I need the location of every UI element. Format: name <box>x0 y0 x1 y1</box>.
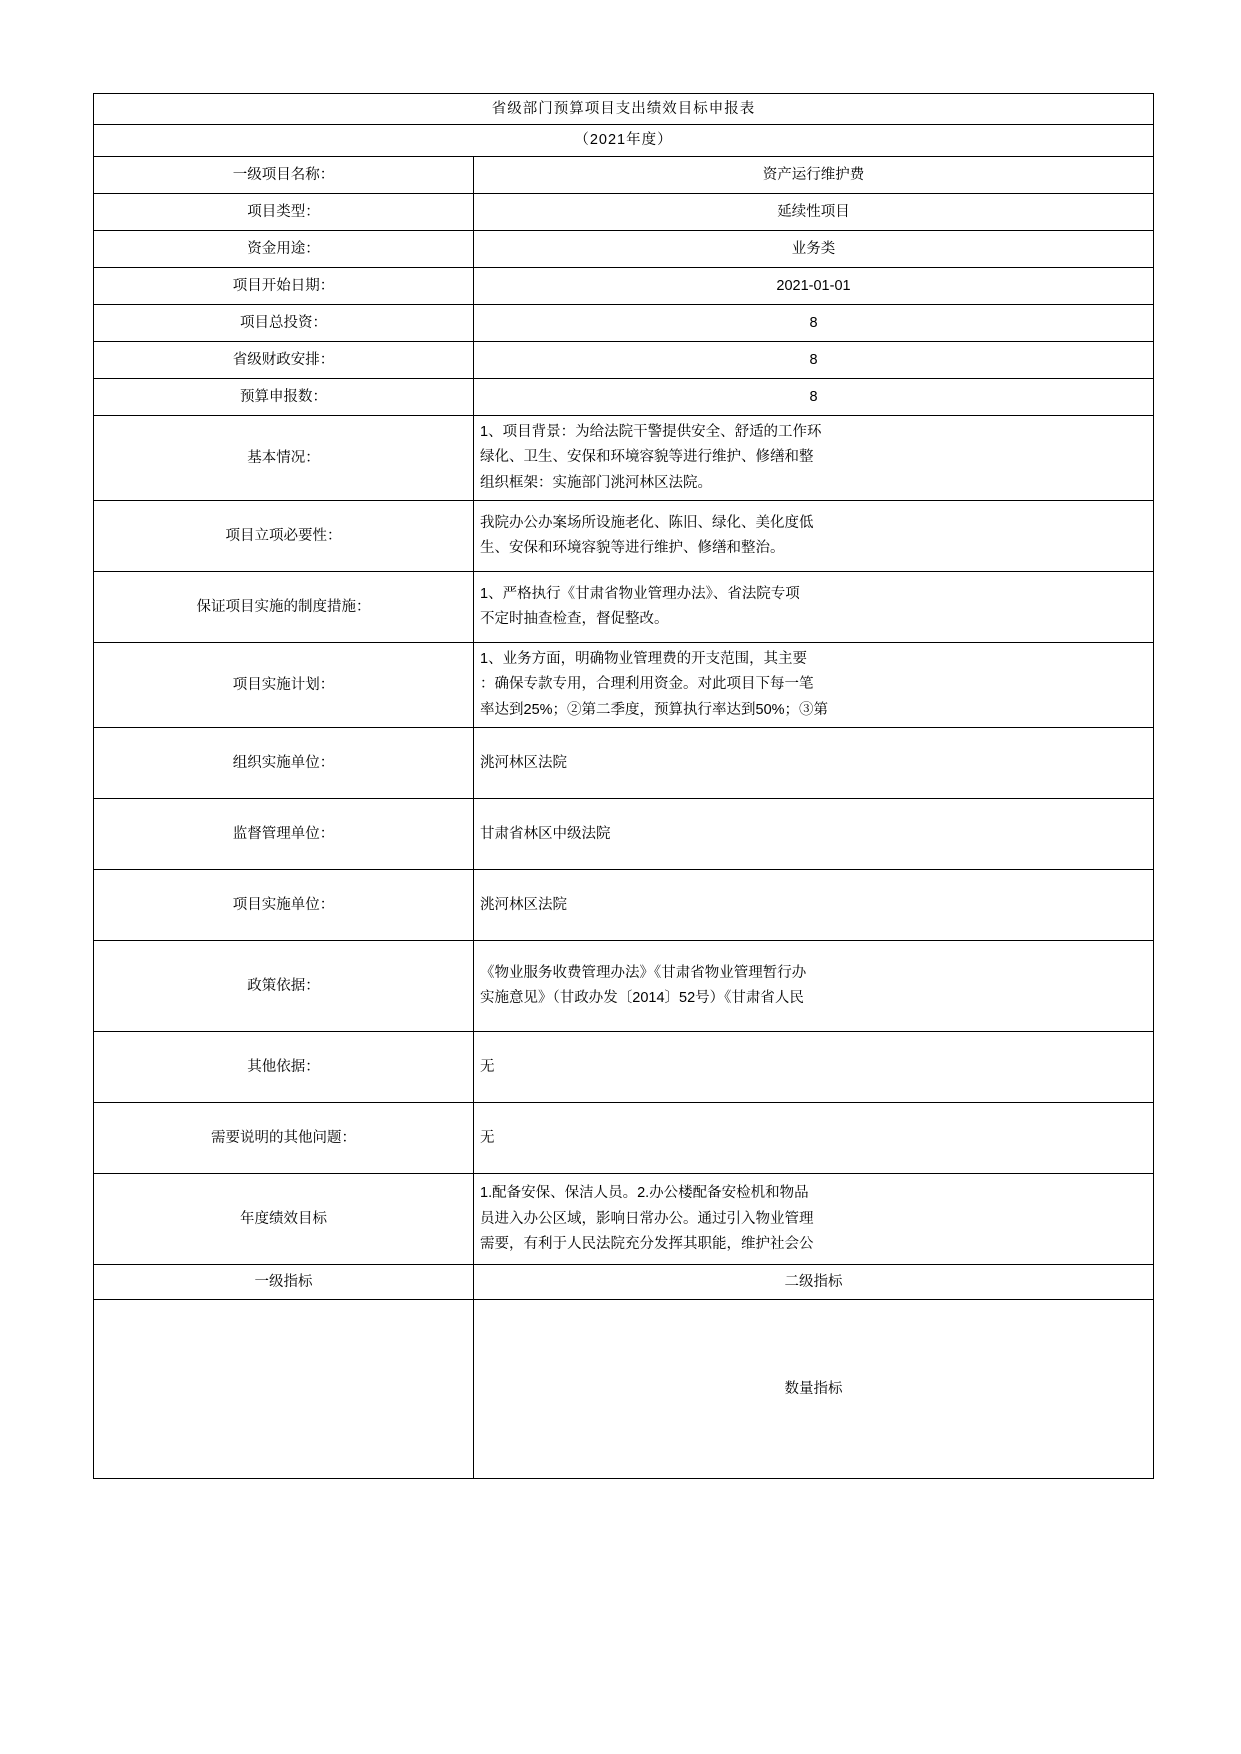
table-row <box>94 156 1154 193</box>
table-row <box>94 1032 1154 1103</box>
form-body <box>94 94 1154 1479</box>
subtitle-row <box>94 125 1154 156</box>
title-row <box>94 94 1154 125</box>
indicator-row <box>94 1300 1154 1479</box>
field-label: 项目实施单位： <box>94 870 474 941</box>
document-subtitle-text: （2021年度） <box>574 132 673 149</box>
field-label: 一级项目名称： <box>94 156 474 193</box>
field-value: 8 <box>474 378 1154 415</box>
table-row <box>94 643 1154 728</box>
field-value: 延续性项目 <box>474 193 1154 230</box>
budget-form-table <box>93 93 1154 1479</box>
field-value: 1.配备安保、保洁人员。2.办公楼配备安检机和物品 员进入办公区域，影响日常办公。通过引入物业管理 需要，有利于人民法院充分发挥其职能，维护社会公 <box>474 1174 1154 1265</box>
table-row <box>94 870 1154 941</box>
table-row <box>94 572 1154 643</box>
field-label: 其他依据： <box>94 1032 474 1103</box>
field-label: 年度绩效目标 <box>94 1174 474 1265</box>
field-value: 8 <box>474 304 1154 341</box>
field-label: 保证项目实施的制度措施： <box>94 572 474 643</box>
field-label: 需要说明的其他问题： <box>94 1103 474 1174</box>
table-row <box>94 1103 1154 1174</box>
field-label: 预算申报数： <box>94 378 474 415</box>
field-value: 我院办公办案场所设施老化、陈旧、绿化、美化度低 生、安保和环境容貌等进行维护、修缮和整治。 <box>474 501 1154 572</box>
table-row <box>94 799 1154 870</box>
field-value: 1、严格执行《甘肃省物业管理办法》、省法院专项 不定时抽查检查，督促整改。 <box>474 572 1154 643</box>
field-value: 8 <box>474 341 1154 378</box>
table-row <box>94 378 1154 415</box>
field-label: 资金用途： <box>94 230 474 267</box>
field-label: 项目类型： <box>94 193 474 230</box>
field-value: 资产运行维护费 <box>474 156 1154 193</box>
indicator-level1-value <box>94 1300 474 1479</box>
field-label: 政策依据： <box>94 941 474 1032</box>
indicator-header-row <box>94 1265 1154 1300</box>
field-label: 监督管理单位： <box>94 799 474 870</box>
field-label: 项目实施计划： <box>94 643 474 728</box>
field-label: 项目开始日期： <box>94 267 474 304</box>
field-value: 1、项目背景：为给法院干警提供安全、舒适的工作环 绿化、卫生、安保和环境容貌等进行维护、修缮和整 组织框架：实施部门洮河林区法院。 <box>474 415 1154 500</box>
field-label: 基本情况： <box>94 415 474 500</box>
document-title-text: 省级部门预算项目支出绩效目标申报表 <box>491 101 756 117</box>
field-value: 2021-01-01 <box>474 267 1154 304</box>
indicator-header-level1: 一级指标 <box>94 1265 474 1300</box>
table-row <box>94 304 1154 341</box>
budget-form-sheet <box>93 93 1153 1479</box>
document-subtitle <box>94 125 1154 156</box>
field-value: 洮河林区法院 <box>474 870 1154 941</box>
field-value: 无 <box>474 1103 1154 1174</box>
field-label: 项目总投资： <box>94 304 474 341</box>
field-label: 组织实施单位： <box>94 728 474 799</box>
field-value: 洮河林区法院 <box>474 728 1154 799</box>
table-row <box>94 728 1154 799</box>
field-value: 《物业服务收费管理办法》《甘肃省物业管理暂行办 实施意见》（甘政办发〔2014〕52号）《甘肃省人民 <box>474 941 1154 1032</box>
table-row <box>94 1174 1154 1265</box>
document-title <box>94 94 1154 125</box>
field-label: 省级财政安排： <box>94 341 474 378</box>
field-value: 1、业务方面，明确物业管理费的开支范围，其主要 ：确保专款专用，合理利用资金。对此项目下每一笔 率达到25%；②第二季度，预算执行率达到50%；③第 <box>474 643 1154 728</box>
field-value: 业务类 <box>474 230 1154 267</box>
field-value: 无 <box>474 1032 1154 1103</box>
indicator-level2-value: 数量指标 <box>474 1300 1154 1479</box>
table-row <box>94 941 1154 1032</box>
table-row <box>94 267 1154 304</box>
indicator-header-level2: 二级指标 <box>474 1265 1154 1300</box>
table-row <box>94 415 1154 500</box>
table-row <box>94 193 1154 230</box>
table-row <box>94 230 1154 267</box>
field-label: 项目立项必要性： <box>94 501 474 572</box>
table-row <box>94 501 1154 572</box>
table-row <box>94 341 1154 378</box>
field-value: 甘肃省林区中级法院 <box>474 799 1154 870</box>
